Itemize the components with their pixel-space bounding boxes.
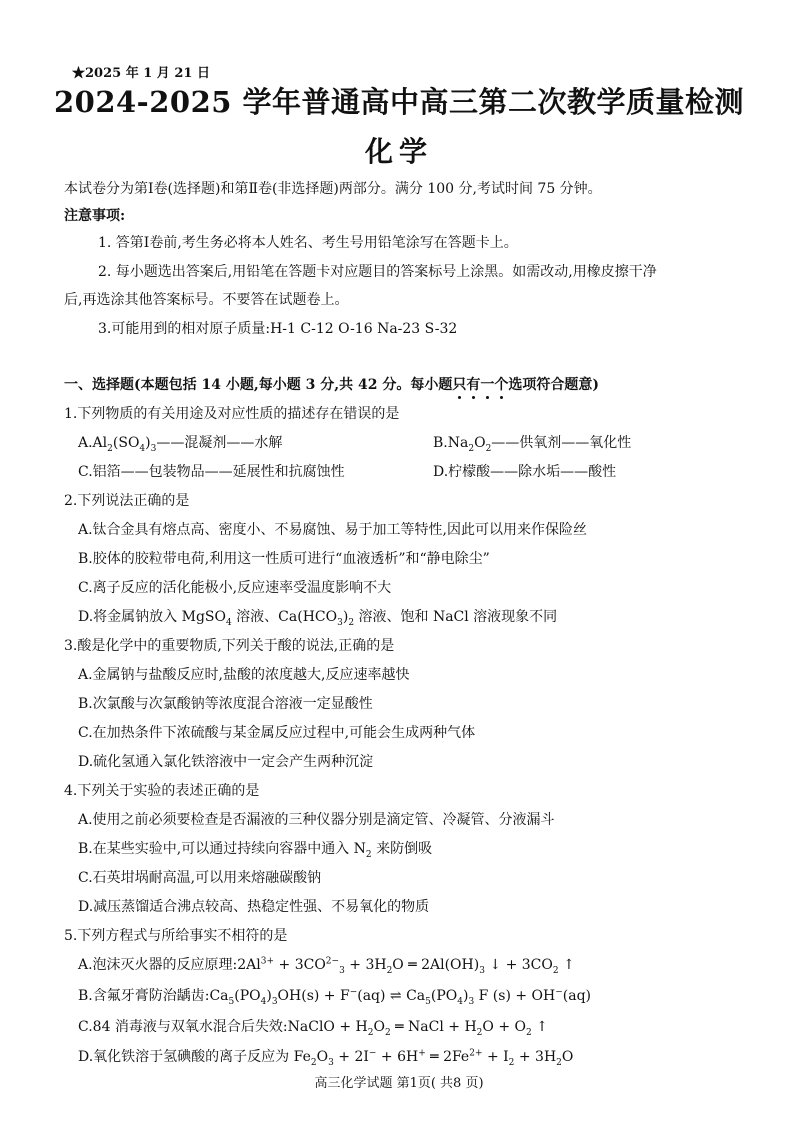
question-2-option-c: C.离子反应的活化能极小,反应速率受温度影响不大	[78, 580, 392, 596]
question-1-option-c: C.铝箔——包装物品——延展性和抗腐蚀性	[78, 464, 345, 480]
question-3-option-c: C.在加热条件下浓硫酸与某金属反应过程中,可能会生成两种气体	[78, 725, 476, 741]
question-5-option-c: C.84 消毒液与双氧水混合后失效:NaClO + $H_2O_2$ ═ NaCl + $H_2O + O_2$ ↑	[78, 1019, 548, 1038]
emphasis-char: 有	[466, 374, 480, 394]
question-2-option-a: A.钛合金具有熔点高、密度小、不易腐蚀、易于加工等特性,因此可以用来作保险丝	[78, 522, 588, 538]
question-5-option-d: D.氧化铁溶于氢碘酸的离子反应为 $Fe_2O_3 + 2I^- + 6H^+$ ═ $2Fe^{2+} + I_2 + 3H_2O$	[78, 1048, 574, 1068]
exam-subject: 化学	[364, 135, 433, 168]
question-2-stem: 2.下列说法正确的是	[64, 493, 190, 509]
question-4-option-d: D.减压蒸馏适合沸点较高、热稳定性强、不易氧化的物质	[78, 899, 430, 915]
notice-item-1: 1. 答第Ⅰ卷前,考生务必将本人姓名、考生号用铅笔涂写在答题卡上。	[98, 235, 518, 251]
question-3-stem: 3.酸是化学中的重要物质,下列关于酸的说法,正确的是	[64, 638, 395, 654]
exam-title: 2024-2025 学年普通高中高三第二次教学质量检测	[53, 85, 745, 119]
notice-item-2: 2. 每小题选出答案后,用铅笔在答题卡对应题目的答案标号上涂黑。如需改动,用橡皮擦干净	[98, 264, 657, 280]
question-1-stem: 1.下列物质的有关用途及对应性质的描述存在错误的是	[64, 406, 400, 422]
emphasis-char: 只	[452, 374, 466, 394]
question-4-option-c: C.石英坩埚耐高温,可以用来熔融碳酸钠	[78, 870, 322, 886]
exam-intro: 本试卷分为第Ⅰ卷(选择题)和第Ⅱ卷(非选择题)两部分。满分 100 分,考试时间 75 分钟。	[64, 181, 602, 197]
question-5-option-b: B.含氟牙膏防治龋齿$:Ca_5(PO_4)_3OH(s) + F^-(aq)$ ⇌ $Ca_5(PO_4)_3$ F (s) + OH−(aq)	[78, 987, 592, 1007]
question-2-option-d: D.将金属钠放入 MgSO$_4$ 溶液、$Ca(HCO_3)_2$ 溶液、饱和 NaCl 溶液现象不同	[78, 609, 558, 628]
emphasis-char: 个	[494, 374, 508, 394]
question-2-option-b: B.胶体的胶粒带电荷,利用这一性质可进行“血液透析”和“静电除尘”	[78, 551, 490, 567]
exam-date: ★2025 年 1 月 21 日	[72, 66, 210, 81]
question-1-option-b: $B.Na_2O_2——$供氧剂——氧化性	[433, 435, 632, 454]
notice-item-2-cont: 后,再选涂其他答案标号。不要答在试题卷上。	[64, 292, 349, 308]
emphasis-char: 一	[480, 374, 494, 394]
notice-item-3: 3.可能用到的相对原子质量:H-1 C-12 O-16 Na-23 S-32	[98, 321, 458, 337]
question-5-stem: 5.下列方程式与所给事实不相符的是	[64, 928, 288, 944]
section-heading: 一、选择题(本题包括 14 小题,每小题 3 分,共 42 分。每小题只有一个选项符合题意)	[64, 374, 599, 394]
question-3-option-d: D.硫化氢通入氯化铁溶液中一定会产生两种沉淀	[78, 754, 374, 770]
question-1-option-d: D.柠檬酸——除水垢——酸性	[433, 464, 617, 480]
question-1-option-a: $A.Al_2(SO_4)_3——$混凝剂——水解	[78, 435, 283, 454]
question-3-option-a: A.金属钠与盐酸反应时,盐酸的浓度越大,反应速率越快	[78, 667, 410, 683]
notice-heading: 注意事项:	[64, 208, 126, 224]
question-3-option-b: B.次氯酸与次氯酸钠等浓度混合溶液一定显酸性	[78, 696, 373, 712]
question-4-stem: 4.下列关于实验的表述正确的是	[64, 783, 260, 799]
page-footer: 高三化学试题 第1页( 共8 页)	[314, 1076, 484, 1091]
question-5-option-a: A.泡沫灭火器的反应原理$:2Al^{3+} + 3CO^{2-}_3 + 3H_2O$ ═ $2Al(OH)_3$ ↓ + $3CO_2$ ↑	[78, 956, 575, 976]
question-4-option-a: A.使用之前必须要检查是否漏液的三种仪器分别是滴定管、冷凝管、分液漏斗	[78, 812, 555, 828]
question-4-option-b: B.在某些实验中,可以通过持续向容器中通入 $N_2$ 来防倒吸	[78, 841, 433, 860]
